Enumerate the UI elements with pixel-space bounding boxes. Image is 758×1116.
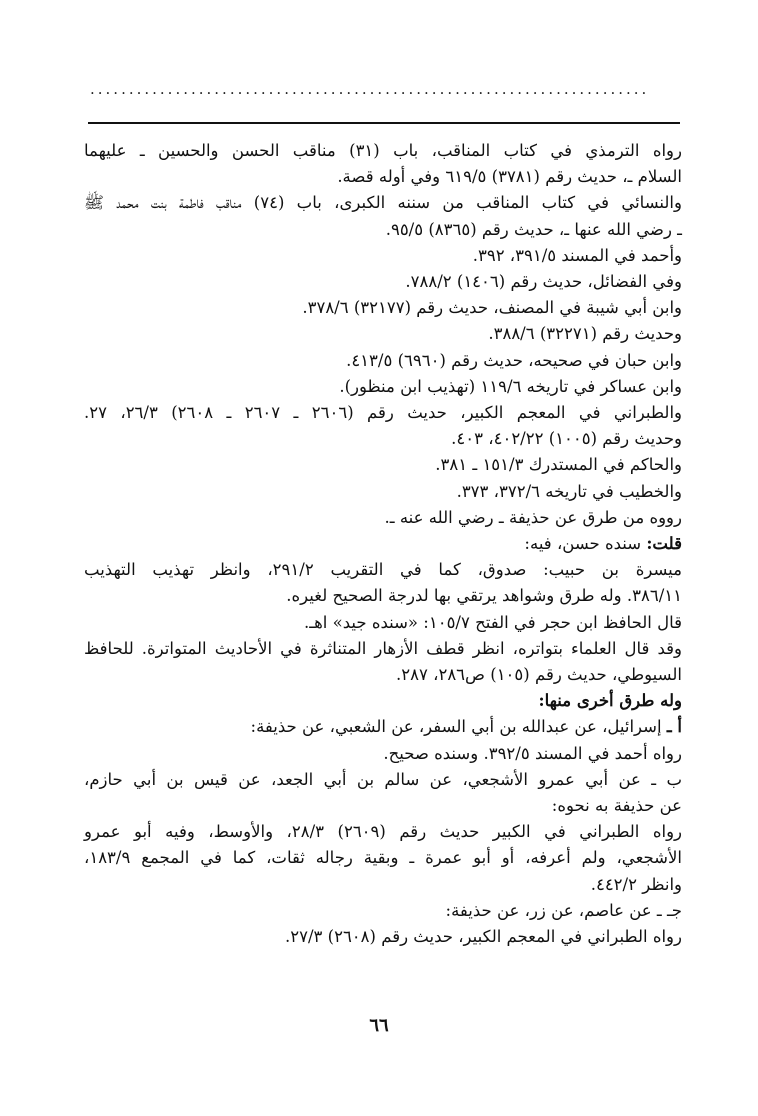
text-line: وحديث رقم (١٠٠٥) ٤٠٢/٢٢، ٤٠٣.: [451, 429, 682, 449]
text-line: [84, 531, 682, 557]
text-line: السلام ـ، حديث رقم (٣٧٨١) ٦١٩/٥ وفي أوله قصة.: [337, 167, 682, 187]
text-line: وابن أبي شيبة في المصنف، حديث رقم (٣٢١٧٧) ٣٧٨/٦.: [302, 298, 682, 318]
text-line: والخطيب في تاريخه ٣٧٢/٦، ٣٧٣.: [456, 481, 682, 501]
text-line: وانظر ٤٤٢/٢.: [590, 874, 682, 894]
text-line: والحاكم في المستدرك ١٥١/٣ ـ ٣٨١.: [435, 455, 682, 475]
text-line: ٣٨٦/١١. وله طرق وشواهد يرتقي بها لدرجة الصحيح لغيره.: [286, 586, 682, 606]
text-line: جـ ـ عن عاصم، عن زر، عن حذيفة:: [445, 900, 682, 920]
footnote-body: [84, 138, 682, 950]
text-line: عن حذيفة به نحوه:: [551, 796, 682, 816]
text-line: رواه الطبراني في الكبير حديث رقم (٢٦٠٩) ٢٨/٣، والأوسط، وفيه أبو عمرو: [84, 822, 683, 842]
text-line: ـ رضي الله عنها ـ، حديث رقم (٨٣٦٥) ٩٥/٥.: [385, 219, 682, 239]
text-line: رووه من طرق عن حذيفة ـ رضي الله عنه ـ.: [384, 507, 682, 527]
text-line: ب ـ عن أبي عمرو الأشجعي، عن سالم بن أبي الجعد، عن قيس بن أبي حازم،: [84, 769, 682, 789]
text-line: وأحمد في المسند ٣٩١/٥، ٣٩٢.: [472, 245, 682, 265]
text-line: الأشجعي، ولم أعرفه، أو أبو عمرة ـ وبقية رجاله ثقات، كما في المجمع ١٨٣/٩،: [84, 848, 682, 868]
qult-label: قلت:: [646, 534, 682, 554]
text-line: والطبراني في المعجم الكبير، حديث رقم (٢٦٠٦ ـ ٢٦٠٧ ـ ٢٦٠٨) ٢٦/٣، ٢٧.: [84, 403, 682, 423]
page-number: ٦٦: [369, 1015, 389, 1036]
header-dotted-line: ........................................................................: [90, 80, 650, 98]
text-line: [84, 714, 682, 740]
text-line: وفي الفضائل، حديث رقم (١٤٠٦) ٧٨٨/٢.: [405, 272, 682, 292]
text-line: قال الحافظ ابن حجر في الفتح ١٠٥/٧: «سنده جيد» اهـ.: [304, 612, 682, 632]
text-line: وابن عساكر في تاريخه ١١٩/٦ (تهذيب ابن منظور).: [339, 376, 682, 396]
text-line: رواه الطبراني في المعجم الكبير، حديث رقم (٢٦٠٨) ٢٧/٣.: [284, 927, 682, 947]
text-line: والنسائي في كتاب المناقب من سننه الكبرى، باب (٧٤) مناقب فاطمة بنت محمد ﷺ: [84, 193, 682, 213]
item-marker-a: أ ـ: [666, 717, 682, 737]
text-line: وحديث رقم (٣٢٢٧١) ٣٨٨/٦.: [488, 324, 682, 344]
text-line: وابن حبان في صحيحه، حديث رقم (٦٩٦٠) ٤١٣/٥.: [346, 350, 682, 370]
header-rule: [88, 122, 680, 124]
text-line: السيوطي، حديث رقم (١٠٥) ص٢٨٦، ٢٨٧.: [396, 665, 682, 685]
text-fragment: إسرائيل، عن عبدالله بن أبي السفر، عن الشعبي، عن حذيفة:: [250, 717, 667, 737]
text-fragment: سنده حسن، فيه:: [524, 534, 647, 554]
text-line: ميسرة بن حبيب: صدوق، كما في التقريب ٢٩١/٢، وانظر تهذيب التهذيب: [84, 560, 682, 580]
text-line: رواه أحمد في المسند ٣٩٢/٥. وسنده صحيح.: [383, 743, 682, 763]
text-line: رواه الترمذي في كتاب المناقب، باب (٣١) مناقب الحسن والحسين ـ عليهما: [84, 141, 682, 160]
text-line: وقد قال العلماء بتواتره، انظر قطف الأزهار المتناثرة في الأحاديث المتواترة. للحافظ: [84, 638, 682, 658]
section-heading: وله طرق أخرى منها:: [538, 691, 682, 711]
